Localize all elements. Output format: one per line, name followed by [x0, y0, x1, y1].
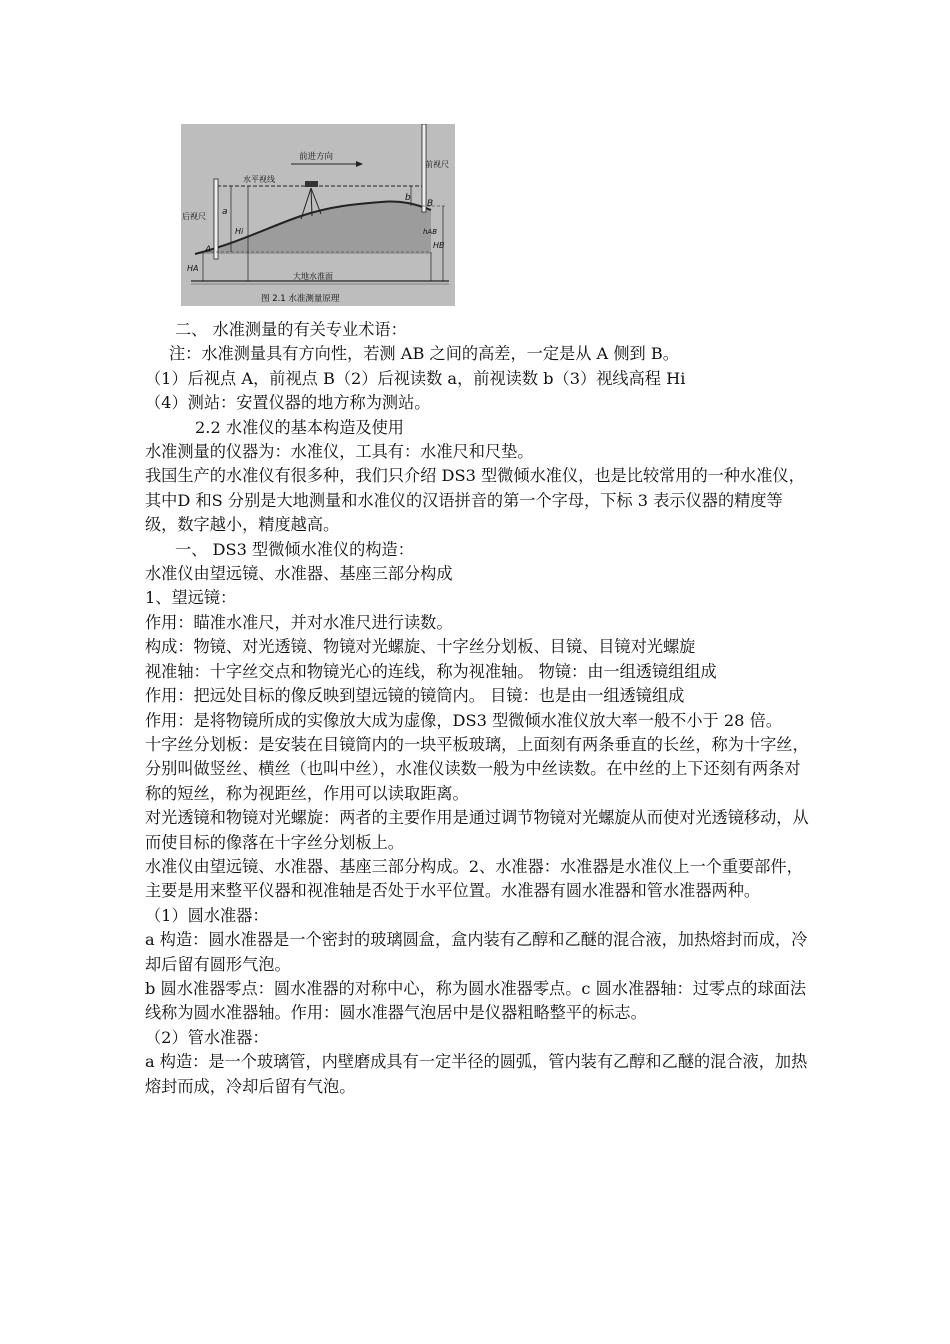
direction-label: 前进方向 — [299, 152, 334, 162]
hab-label: hAB — [423, 228, 438, 236]
sightline-label: 水平视线 — [243, 175, 275, 184]
paragraph: 构成：物镜、对光透镜、物镜对光螺旋、十字丝分划板、目镜、目镜对光螺旋 — [145, 637, 696, 657]
paragraph: （1）圆水准器： — [145, 905, 269, 925]
paragraph: （2）管水准器： — [145, 1027, 269, 1047]
paragraph: 作用：是将物镜所成的实像放大成为虚像，DS3 型微倾水准仪放大率一般不小于 28 倍。 — [145, 710, 782, 730]
paragraph: a 构造：圆水准器是一个密封的玻璃圆盒，盒内装有乙醇和乙醚的混合液，加热熔封而成，冷却后留有圆形气泡。 — [145, 930, 808, 974]
point-b-label: B — [427, 199, 434, 209]
paragraph: 作用：瞄准水准尺，并对水准尺进行读数。 — [145, 612, 453, 632]
paragraph: 水准仪由望远镜、水准器、基座三部分构成。2、水准器：水准器是水准仪上一个重要部件，主要是用来整平仪器和视准轴是否处于水平位置。水准器有圆水准器和管水准器两种。 — [145, 856, 803, 901]
ha-label: HA — [187, 264, 199, 273]
paragraph: b 圆水准器零点：圆水准器的对称中心，称为圆水准器零点。c 圆水准器轴：过零点的球面法线称为圆水准器轴。作用：圆水准器气泡居中是仪器粗略整平的标志。 — [145, 978, 807, 1023]
paragraph: （4）测站：安置仪器的地方称为测站。 — [145, 393, 431, 413]
body-text — [145, 318, 810, 1099]
paragraph: 对光透镜和物镜对光螺旋：两者的主要作用是通过调节物镜对光螺旋从而使对光透镜移动，从而使目标的像落在十字丝分划板上。 — [145, 808, 809, 852]
paragraph: 作用：把远处目标的像反映到望远镜的镜筒内。 目镜：也是由一组透镜组成 — [145, 686, 685, 706]
back-staff-label: 后视尺 — [182, 212, 206, 221]
section-heading: 一、 DS3 型微倾水准仪的构造： — [175, 539, 414, 559]
datum-label: 大地水准面 — [293, 272, 333, 281]
reading-a-label: a — [222, 207, 228, 217]
hi-label: Hi — [235, 227, 244, 236]
paragraph: 水准仪由望远镜、水准器、基座三部分构成 — [145, 564, 453, 584]
reading-b-label: b — [405, 193, 411, 203]
section-heading: 二、 水准测量的有关专业术语： — [175, 320, 407, 339]
paragraph: a 构造：是一个玻璃管，内壁磨成具有一定半径的圆弧，管内装有乙醇和乙醚的混合液，加热熔封而成，冷却后留有气泡。 — [145, 1052, 808, 1096]
paragraph: 视准轴：十字丝交点和物镜光心的连线，称为视准轴。 物镜：由一组透镜组组成 — [145, 661, 717, 681]
front-staff-label: 前视尺 — [425, 160, 449, 169]
paragraph: 1、望远镜： — [145, 588, 237, 608]
paragraph: （1）后视点 A，前视点 B（2）后视读数 a，前视读数 b（3）视线高程 Hi — [145, 368, 686, 388]
hb-label: HB — [433, 241, 445, 250]
paragraph: 十字丝分划板：是安装在目镜筒内的一块平板玻璃，上面刻有两条垂直的长丝，称为十字丝，分别叫做竖丝、横丝（也叫中丝），水准仪读数一般为中丝读数。在中丝的上下还刻有两条对称的短丝，称为视距丝，作用可以读取距离。 — [145, 734, 809, 803]
figure-caption: 图 2.1 水准测量原理 — [261, 294, 340, 304]
paragraph: 水准测量的仪器为：水准仪，工具有：水准尺和尺垫。 — [145, 442, 534, 462]
paragraph: 我国生产的水准仪有很多种，我们只介绍 DS3 型微倾水准仪，也是比较常用的一种水准仪，其中D 和S 分别是大地测量和水准仪的汉语拼音的第一个字母，下标 3 表示仪器的精度等级，数字越小，精度越高。 — [145, 466, 805, 535]
point-a-label: A — [205, 245, 212, 255]
leveling-principle-figure — [181, 124, 455, 306]
section-heading: 2.2 水准仪的基本构造及使用 — [195, 417, 404, 437]
paragraph: 注：水准测量具有方向性，若测 AB 之间的高差，一定是从 A 侧到 B。 — [169, 344, 679, 364]
